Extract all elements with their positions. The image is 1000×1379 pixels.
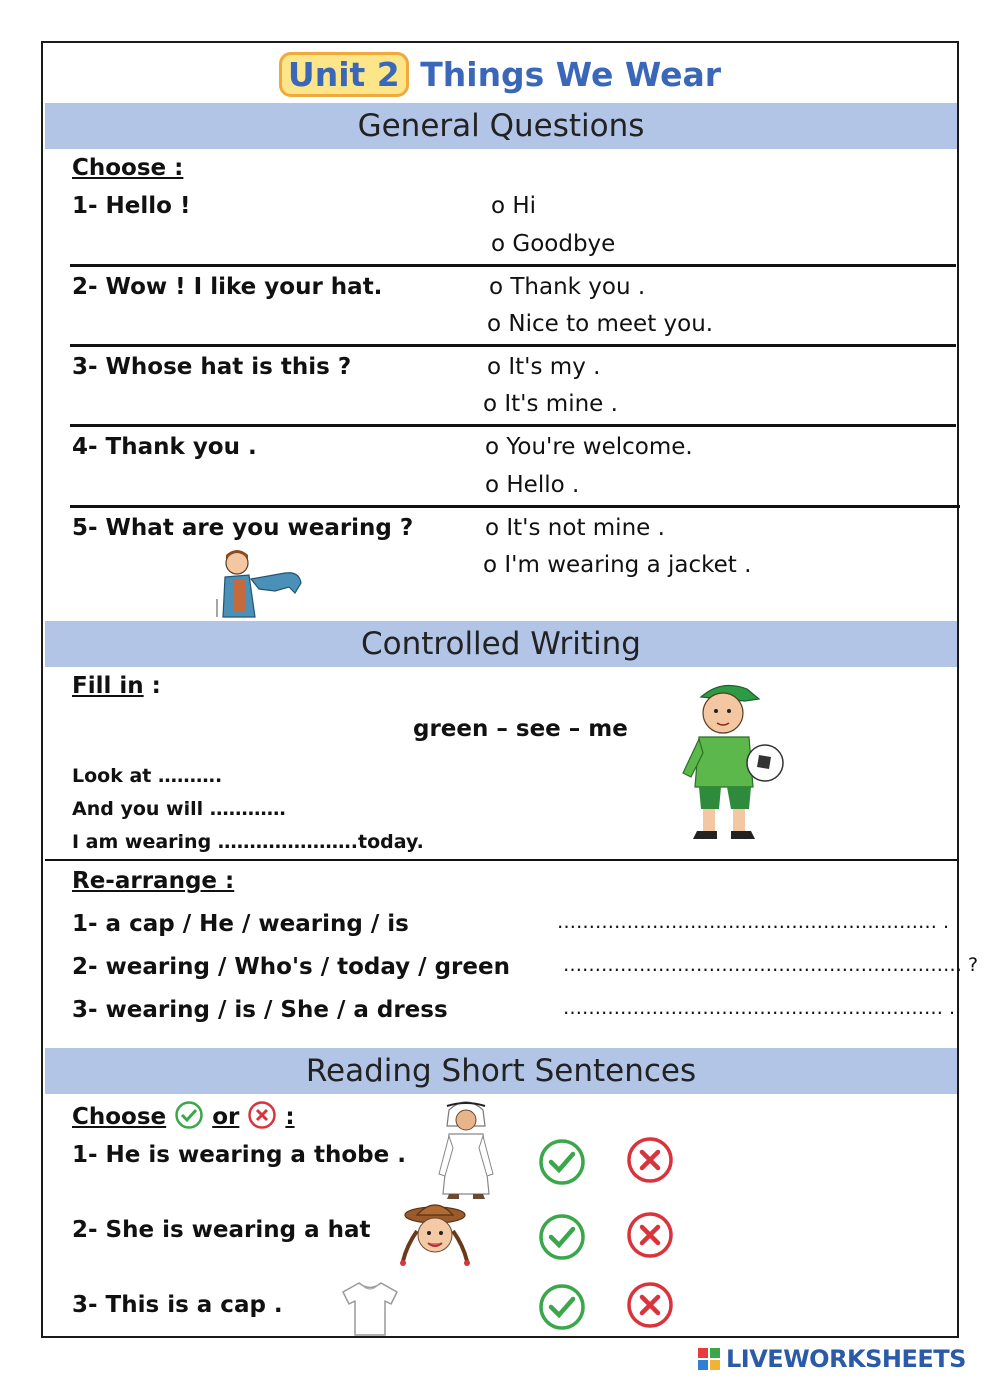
q4-option-1[interactable]: o You're welcome.	[485, 434, 693, 460]
rearrange-1: 1- a cap / He / wearing / is	[72, 911, 409, 937]
fill-line-3[interactable]: I am wearing ………………….today.	[72, 831, 424, 853]
q1-option-2[interactable]: o Goodbye	[491, 231, 616, 257]
rearrange-3-answer[interactable]: …………………………………………………… .	[563, 997, 956, 1019]
rearrange-3: 3- wearing / is / She / a dress	[72, 997, 448, 1023]
title-text: Things We Wear	[420, 55, 722, 94]
fill-in-colon: :	[151, 673, 161, 699]
divider	[45, 859, 957, 861]
q5-option-1[interactable]: o It's not mine .	[485, 515, 665, 541]
reading-item-1: 1- He is wearing a thobe .	[72, 1142, 406, 1168]
man-thobe-illustration	[435, 1096, 497, 1200]
reading-instruction	[72, 1100, 295, 1130]
check-icon[interactable]	[538, 1283, 586, 1331]
boy-jacket-illustration	[215, 549, 311, 619]
q4-option-2[interactable]: o Hello .	[485, 472, 580, 498]
q2-option-1[interactable]: o Thank you .	[489, 274, 646, 300]
footer-brand-text: LIVEWORKSHEETS	[726, 1345, 966, 1373]
rearrange-1-answer[interactable]: …………………………………………………… .	[557, 911, 950, 933]
q5-option-2[interactable]: o I'm wearing a jacket .	[483, 552, 752, 578]
question-3: 3- Whose hat is this ?	[72, 354, 352, 380]
cross-icon[interactable]	[626, 1281, 674, 1329]
question-5: 5- What are you wearing ?	[72, 515, 414, 541]
section-controlled-writing: Controlled Writing	[45, 621, 957, 667]
cross-icon[interactable]	[626, 1136, 674, 1184]
question-2: 2- Wow ! I like your hat.	[72, 274, 383, 300]
reading-instruction-or: or	[212, 1104, 240, 1130]
unit-badge: Unit 2	[279, 52, 409, 97]
question-1: 1- Hello !	[72, 193, 191, 219]
reading-instruction-choose: Choose	[72, 1104, 167, 1130]
check-icon[interactable]	[538, 1213, 586, 1261]
cross-icon[interactable]	[626, 1211, 674, 1259]
footer-brand[interactable]	[697, 1344, 966, 1374]
fill-line-1[interactable]: Look at ……….	[72, 765, 223, 787]
reading-item-2: 2- She is wearing a hat	[72, 1217, 371, 1243]
fill-in-label: Fill in	[72, 673, 144, 699]
worksheet-title	[43, 55, 957, 94]
divider	[70, 344, 956, 347]
divider	[70, 264, 956, 267]
q1-option-1[interactable]: o Hi	[491, 193, 537, 219]
reading-item-3: 3- This is a cap .	[72, 1292, 283, 1318]
tshirt-illustration	[339, 1280, 401, 1338]
boy-football-illustration	[671, 679, 795, 845]
rearrange-2: 2- wearing / Who's / today / green	[72, 954, 510, 980]
rearrange-instruction: Re-arrange :	[72, 868, 235, 894]
section-reading: Reading Short Sentences	[45, 1048, 957, 1094]
cross-icon	[247, 1100, 277, 1130]
q3-option-2[interactable]: o It's mine .	[483, 391, 618, 417]
divider	[70, 424, 956, 427]
check-icon	[174, 1100, 204, 1130]
section-general-questions: General Questions	[45, 103, 957, 149]
fill-in-instruction	[72, 673, 161, 699]
choose-instruction: Choose :	[72, 155, 184, 181]
q3-option-1[interactable]: o It's my .	[487, 354, 601, 380]
reading-instruction-colon: :	[285, 1104, 295, 1130]
liveworksheets-logo-icon	[697, 1347, 721, 1371]
girl-hat-illustration	[395, 1201, 473, 1271]
rearrange-2-answer[interactable]: ……………………………………………………… ?	[563, 954, 979, 976]
word-bank: green – see – me	[413, 716, 628, 742]
check-icon[interactable]	[538, 1138, 586, 1186]
q2-option-2[interactable]: o Nice to meet you.	[487, 311, 714, 337]
fill-line-2[interactable]: And you will …………	[72, 798, 286, 820]
question-4: 4- Thank you .	[72, 434, 257, 460]
worksheet	[41, 41, 979, 1338]
divider	[70, 505, 958, 508]
